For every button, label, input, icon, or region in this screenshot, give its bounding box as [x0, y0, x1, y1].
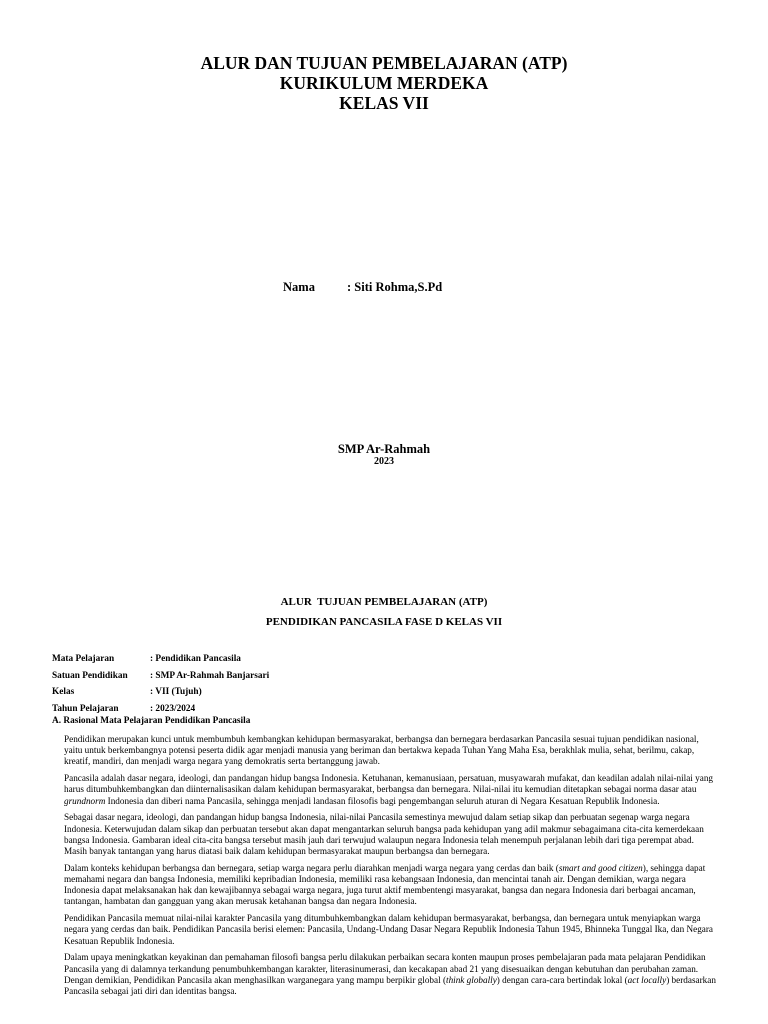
identity-row: [52, 701, 269, 718]
paragraph: Pancasila adalah dasar negara, ideologi, dan pandangan hidup bangsa Indonesia. Ketuhanan, kemanusiaan, persatuan, musyawarah mufakat, dan keadilan adalah nilai-nilai yang harus ditumbuhkembangkan dan diinternalisasikan dalam kehidupan bermasyarakat, berbangsa dan bernegara. Nilai-nilai itu kemudian ditetapkan sebagai norma dasar atau grundnorm Indonesia dan diberi nama Pancasila, sehingga menjadi landasan filosofis bagi pengembangan seluruh aturan di Negara Kesatuan Republik Indonesia.: [64, 773, 714, 806]
identity-value: : Pendidikan Pancasila: [150, 654, 241, 664]
author-value: : Siti Rohma,S.Pd: [347, 280, 443, 294]
paragraph: Pendidikan merupakan kunci untuk membumbuh kembangkan kehidupan bermasyarakat, berbangsa dan bernegara berdasarkan Pancasila sesuai tujuan pendidikan nasional, yaitu untuk berkembangnya potensi peserta didik agar menjadi manusia yang beriman dan bertakwa kepada Tuhan Yang Maha Esa, berakhlak mulia, sehat, berilmu, cakap, kreatif, mandiri, dan menjadi warga negara yang demokratis serta bertanggung jawab.: [64, 734, 699, 767]
identity-row: [52, 651, 269, 668]
paragraph: Sebagai dasar negara, ideologi, dan pandangan hidup bangsa Indonesia, nilai-nilai Pancasila semestinya mewujud dalam setiap sikap dan perbuatan segenap warga negara Indonesia. Keterwujudan dalam sikap dan perbuatan tersebut akan dapat mengantarkan seluruh bangsa pada kehidupan yang adil makmur sebagaimana cita-cita kemerdekaan bangsa Indonesia. Gambaran ideal cita-cita bangsa tersebut masih jauh dari terwujud walaupun negara Indonesia telah menempuh perjalanan lebih dari tiga perempat abad. Masih banyak tantangan yang harus diatasi baik dalam kehidupan bermasyarakat maupun berbangsa dan bernegara.: [64, 812, 704, 857]
identity-label: Mata Pelajaran: [52, 654, 115, 664]
cover-title-line-1: ALUR DAN TUJUAN PEMBELAJARAN (ATP): [200, 53, 568, 73]
body-text: [64, 734, 716, 1003]
identity-value: : VII (Tujuh): [150, 687, 202, 697]
identity-value: : SMP Ar-Rahmah Banjarsari: [150, 670, 270, 681]
heading-atp: ALUR TUJUAN PEMBELAJARAN (ATP): [280, 596, 488, 608]
school-block: [0, 442, 768, 468]
identity-label: Tahun Pelajaran: [52, 703, 119, 714]
cover-title: [0, 53, 768, 113]
cover-title-line-3: KELAS VII: [339, 93, 429, 113]
school-year: 2023: [374, 456, 394, 467]
paragraph: Dalam upaya meningkatkan keyakinan dan pemahaman filosofi bangsa perlu dilakukan perbaikan secara konten maupun proses pembelajaran pada mata pelajaran Pendidikan Pancasila yang di dalamnya terkandung penumbuhkembangan karakter, literasinumerasi, dan kecakapan abad 21 yang disesuaikan dengan kebutuhan dan perubahan zaman. Dengan demikian, Pendidikan Pancasila akan menghasilkan warganegara yang mampu berpikir global (think globally) dengan cara-cara bertindak lokal (act locally) berdasarkan Pancasila sebagai jati diri dan identitas bangsa.: [64, 952, 716, 997]
identity-label: Kelas: [52, 687, 75, 697]
identity-row: [52, 668, 269, 685]
author-line: [283, 280, 442, 295]
heading-subject: PENDIDIKAN PANCASILA FASE D KELAS VII: [265, 616, 503, 628]
identity-label: Satuan Pendidikan: [52, 670, 128, 681]
section-title: A. Rasional Mata Pelajaran Pendidikan Pancasila: [52, 716, 251, 726]
identity-value: : 2023/2024: [150, 703, 196, 714]
paragraph: Pendidikan Pancasila memuat nilai-nilai karakter Pancasila yang ditumbuhkembangkan dalam kehidupan bermasyarakat, berbangsa, dan bernegara untuk menyiapkan warga negara yang cerdas dan baik. Pendidikan Pancasila berisi elemen: Pancasila, Undang-Undang Dasar Negara Republik Indonesia Tahun 1945, Bhinneka Tunggal Ika, dan Negara Kesatuan Republik Indonesia.: [64, 913, 714, 946]
identity-row: [52, 684, 269, 701]
author-label: Nama: [283, 280, 315, 294]
identity-table: [52, 651, 269, 717]
document-heading: [0, 595, 768, 629]
school-name: SMP Ar-Rahmah: [337, 442, 431, 456]
cover-title-line-2: KURIKULUM MERDEKA: [279, 73, 489, 93]
paragraph: Dalam konteks kehidupan berbangsa dan bernegara, setiap warga negara perlu diarahkan menjadi warga negara yang cerdas dan baik (smart and good citizen), sehingga dapat memahami negara dan bangsa Indonesia, memiliki kepribadian Indonesia, memiliki rasa kebangsaan Indonesia, dan mencintai tanah air. Dengan demikian, warga negara Indonesia dapat melaksanakan hak dan kewajibannya sebagai warga negara, juga turut aktif membentengi masyarakat, bangsa dan negara Indonesia dari berbagai ancaman, tantangan, hambatan dan gangguan yang akan merusak ketahanan bangsa dan negara Indonesia.: [64, 862, 706, 907]
